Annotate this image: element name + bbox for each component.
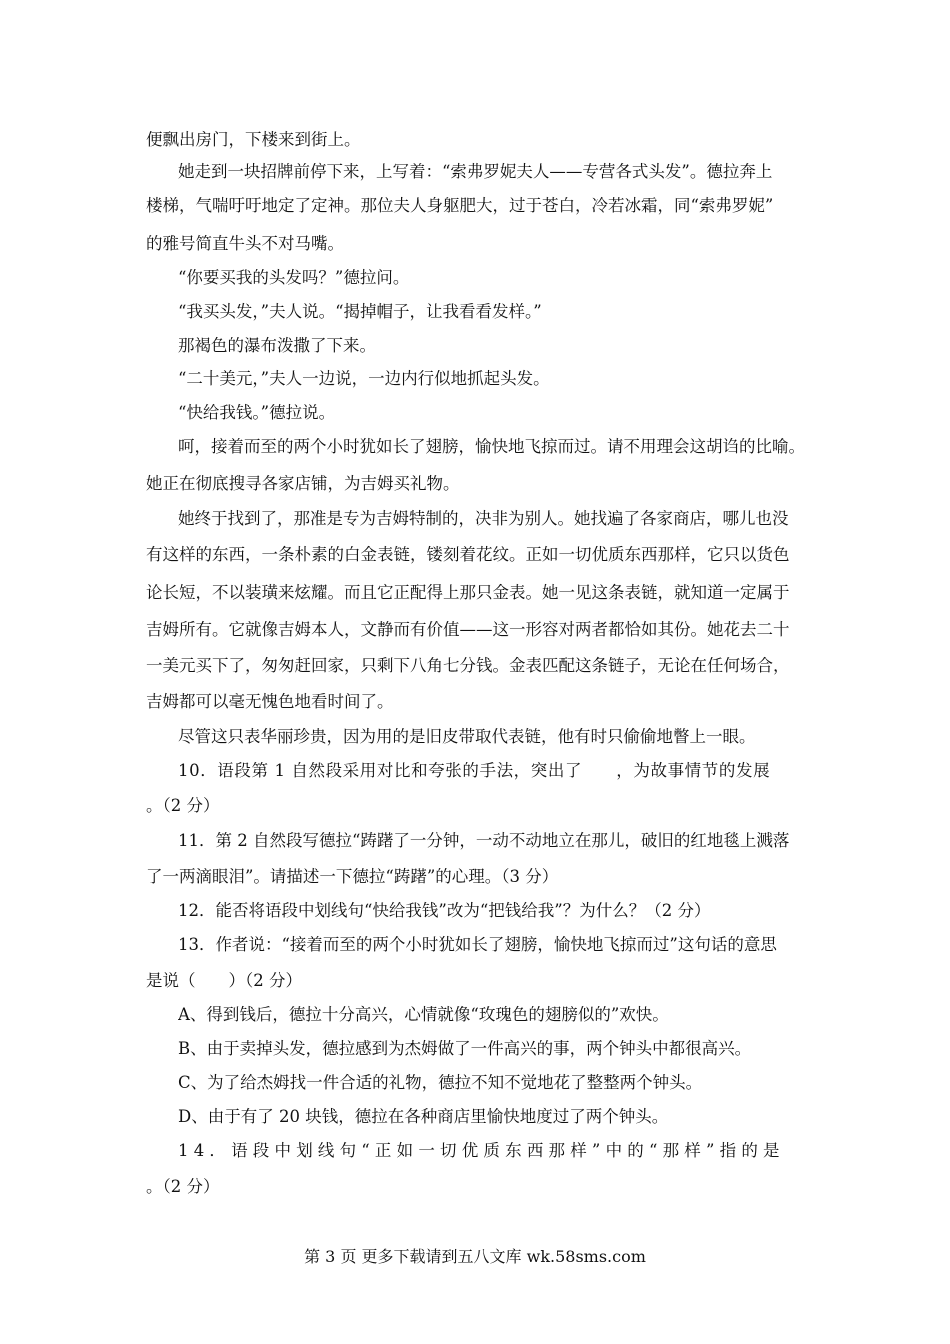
question-14: 14．语段中划线句“正如一切优质东西那样”中的“那样”指的是	[178, 1141, 785, 1160]
paragraph-line: 吉姆都可以毫无愧色地看时间了。	[146, 692, 394, 711]
paragraph-line: 一美元买下了，匆匆赶回家，只剩下八角七分钱。金表匹配这条链子，无论在任何场合，	[146, 656, 790, 675]
paragraph-line: 有这样的东西，一条朴素的白金表链，镂刻着花纹。正如一切优质东西那样，它只以货色	[146, 545, 790, 564]
question-12: 12．能否将语段中划线句“快给我钱”改为“把钱给我”？为什么？（2 分）	[178, 901, 711, 920]
question-13-end: 是说（ ）（2 分）	[146, 971, 302, 990]
dialogue-line: “二十美元，”夫人一边说，一边内行似地抓起头发。	[178, 369, 550, 388]
paragraph-line: 呵，接着而至的两个小时犹如长了翅膀，愉快地飞掠而过。请不用理会这胡诌的比喻。	[178, 437, 805, 456]
paragraph-line: 楼梯，气喘吁吁地定了定神。那位夫人身躯肥大，过于苍白，冷若冰霜，同“索弗罗妮”	[146, 196, 774, 215]
option-a: A、得到钱后，德拉十分高兴，心情就像“玫瑰色的翅膀似的”欢快。	[178, 1005, 669, 1024]
question-14-end: 。（2 分）	[146, 1177, 220, 1196]
paragraph-line: 她走到一块招牌前停下来，上写着：“索弗罗妮夫人——专营各式头发”。德拉奔上	[178, 162, 773, 181]
option-b: B、由于卖掉头发，德拉感到为杰姆做了一件高兴的事，两个钟头中都很高兴。	[178, 1039, 752, 1058]
question-11: 11．第 2 自然段写德拉“踌躇了一分钟，一动不动地立在那儿，破旧的红地毯上溅落	[178, 831, 790, 850]
question-13: 13．作者说：“接着而至的两个小时犹如长了翅膀，愉快地飞掠而过”这句话的意思	[178, 935, 777, 954]
question-11-end: 了一两滴眼泪”。请描述一下德拉“踌躇”的心理。（3 分）	[146, 867, 559, 886]
dialogue-line: “我买头发，”夫人说。“揭掉帽子，让我看看发样。”	[178, 302, 542, 321]
paragraph-line: 尽管这只表华丽珍贵，因为用的是旧皮带取代表链，他有时只偷偷地瞥上一眼。	[178, 727, 756, 746]
paragraph-line: 那褐色的瀑布泼撒了下来。	[178, 336, 376, 355]
paragraph-line: 吉姆所有。它就像吉姆本人，文静而有价值——这一形容对两者都恰如其份。她花去二十	[146, 620, 790, 639]
paragraph-line: 论长短，不以装璜来炫耀。而且它正配得上那只金表。她一见这条表链，就知道一定属于	[146, 583, 790, 602]
question-10: 10．语段第 1 自然段采用对比和夸张的手法，突出了 ，为故事情节的发展	[178, 761, 771, 780]
paragraph-line: 她正在彻底搜寻各家店铺，为吉姆买礼物。	[146, 474, 460, 493]
option-d: D、由于有了 20 块钱，德拉在各种商店里愉快地度过了两个钟头。	[178, 1107, 669, 1126]
paragraph-line: 便飘出房门，下楼来到街上。	[146, 130, 361, 149]
option-c: C、为了给杰姆找一件合适的礼物，德拉不知不觉地花了整整两个钟头。	[178, 1073, 703, 1092]
page-footer: 第 3 页 更多下载请到五八文库 wk.58sms.com	[304, 1247, 646, 1266]
question-10-end: 。（2 分）	[146, 796, 220, 815]
dialogue-line: “快给我钱。”德拉说。	[178, 403, 336, 422]
paragraph-line: 的雅号简直牛头不对马嘴。	[146, 234, 344, 253]
paragraph-line: 她终于找到了，那准是专为吉姆特制的，决非为别人。她找遍了各家商店，哪儿也没	[178, 509, 789, 528]
dialogue-line: “你要买我的头发吗？”德拉问。	[178, 268, 410, 287]
